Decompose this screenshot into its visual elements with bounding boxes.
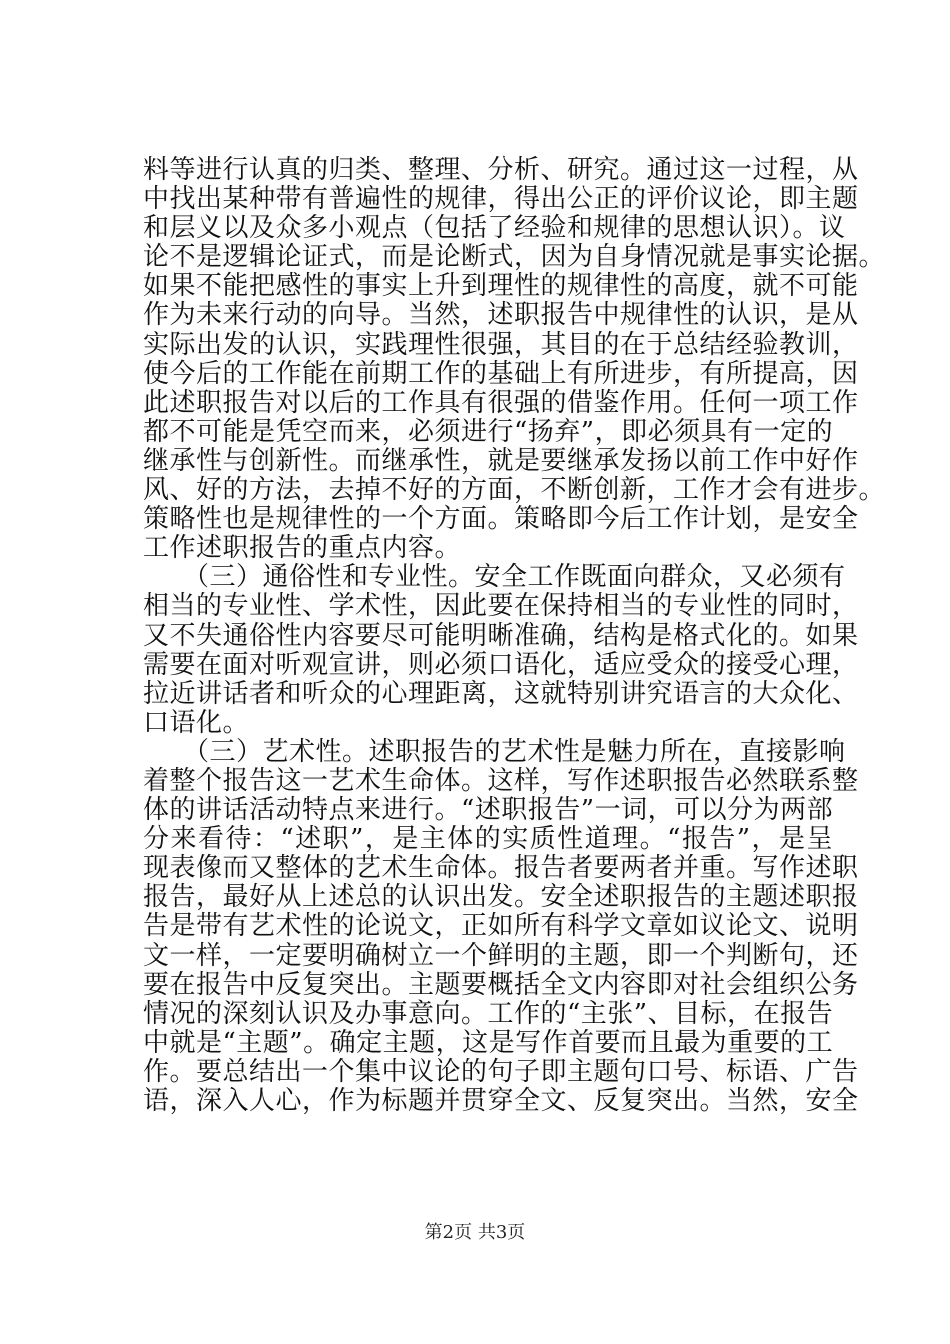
text-line: 口语化。 (143, 707, 250, 738)
text-line: 报告，最好从上述总的认识出发。安全述职报告的主题述职报 (143, 882, 859, 913)
text-line: 语，深入人心，作为标题并贯穿全文、反复突出。当然，安全 (143, 1086, 859, 1116)
text-line: 中找出某种带有普遍性的规律，得出公正的评价议论，即主题 (143, 184, 859, 215)
text-line: 着整个报告这一艺术生命体。这样，写作述职报告必然联系整 (143, 765, 859, 796)
text-line: 作。要总结出一个集中议论的句子即主题句口号、标语、广告 (143, 1056, 859, 1087)
text-line: 实际出发的认识，实践理性很强，其目的在于总结经验教训， (143, 329, 859, 360)
text-line: 风、好的方法，去掉不好的方面，不断创新，工作才会有进步。 (143, 475, 886, 506)
text-line: 都不可能是凭空而来，必须进行“扬弃”，即必须具有一定的 (143, 416, 834, 447)
text-line: 论不是逻辑论证式，而是论断式，因为自身情况就是事实论据。 (143, 242, 886, 273)
text-line: （三）艺术性。述职报告的艺术性是魅力所在，直接影响 (143, 736, 846, 767)
text-line: 现表像而又整体的艺术生命体。报告者要两者并重。写作述职 (143, 853, 859, 884)
text-line: 此述职报告对以后的工作具有很强的借鉴作用。任何一项工作 (143, 387, 859, 418)
text-line: 相当的专业性、学术性，因此要在保持相当的专业性的同时， (143, 591, 859, 622)
body-text (143, 155, 886, 1116)
text-line: 分来看待：“述职”，是主体的实质性道理。“报告”，是呈 (143, 824, 833, 855)
text-line: 工作述职报告的重点内容。 (143, 533, 462, 564)
text-line: 中就是“主题”。确定主题，这是写作首要而且最为重要的工 (143, 1027, 834, 1058)
text-line: 要在报告中反复突出。主题要概括全文内容即对社会组织公务 (143, 969, 859, 1000)
text-line: 告是带有艺术性的论说文，正如所有科学文章如议论文、说明 (143, 911, 859, 942)
text-line: 如果不能把感性的事实上升到理性的规律性的高度，就不可能 (143, 271, 859, 302)
text-line: 策略性也是规律性的一个方面。策略即今后工作计划，是安全 (143, 504, 859, 535)
text-line: 继承性与创新性。而继承性，就是要继承发扬以前工作中好作 (143, 445, 859, 476)
page-footer: 第2页 共3页 (424, 1222, 526, 1243)
text-line: 体的讲话活动特点来进行。“述职报告”一词，可以分为两部 (143, 795, 834, 826)
text-line: 和层义以及众多小观点（包括了经验和规律的思想认识）。议 (143, 213, 846, 244)
text-line: 作为未来行动的向导。当然，述职报告中规律性的认识，是从 (143, 300, 859, 331)
text-line: 又不失通俗性内容要尽可能明晰准确，结构是格式化的。如果 (143, 620, 859, 651)
text-line: 拉近讲话者和听众的心理距离，这就特别讲究语言的大众化、 (143, 678, 859, 709)
text-line: 文一样，一定要明确树立一个鲜明的主题，即一个判断句，还 (143, 940, 859, 971)
text-line: 料等进行认真的归类、整理、分析、研究。通过这一过程，从 (143, 155, 859, 185)
text-line: 需要在面对听观宣讲，则必须口语化，适应受众的接受心理， (143, 649, 859, 680)
text-line: 情况的深刻认识及办事意向。工作的“主张”、目标，在报告 (143, 998, 834, 1029)
text-line: （三）通俗性和专业性。安全工作既面向群众，又必须有 (143, 562, 846, 593)
text-line: 使今后的工作能在前期工作的基础上有所进步，有所提高，因 (143, 358, 859, 389)
